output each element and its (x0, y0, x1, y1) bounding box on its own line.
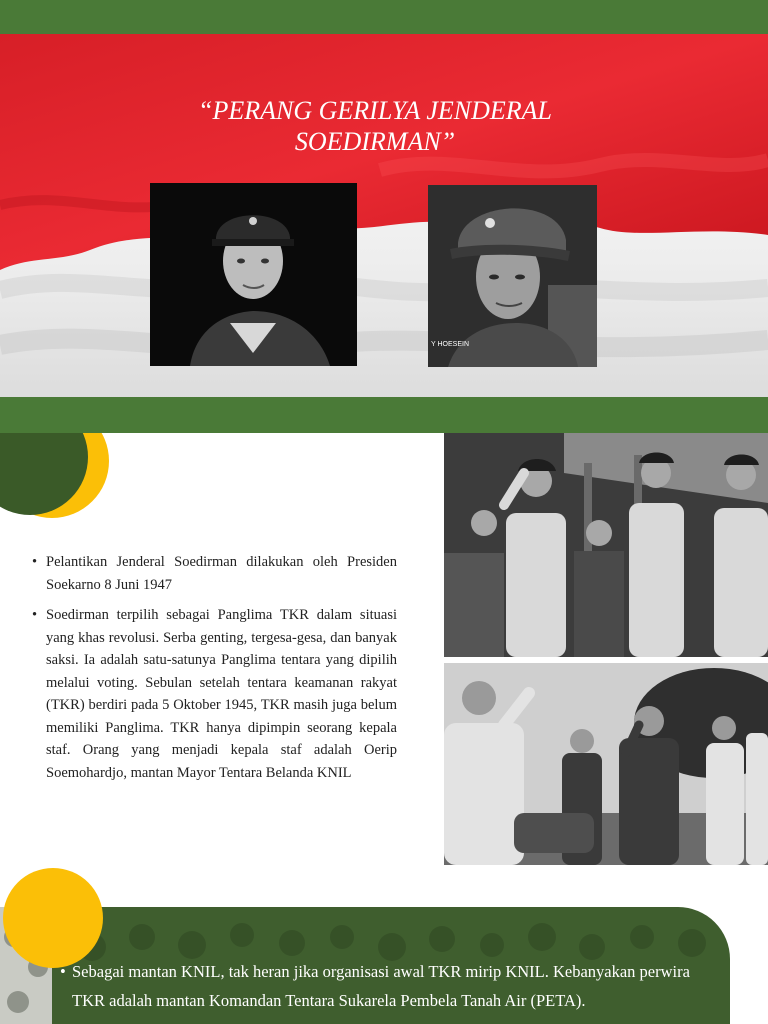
bullet-item: • Soedirman terpilih sebagai Panglima TKR dalam situasi yang khas revolusi. Serba genting, tergesa-gesa, dan banyak saksi. Ia adalah satu-satunya Panglima tentara yang dipilih melalui voting. Sebulan setelah tentara keamanan rakyat (TKR) berdiri pada 5 Oktober 1945, TKR masih juga belum memiliki Panglima. TKR hanya dipimpin seorang kepala staf. Orang yang menjadi kepala staf adalah Oerip Soemohardjo, mantan Mayor Tentara Belanda KNIL (32, 604, 397, 784)
portrait-photo-1 (150, 183, 357, 366)
slide-2 (0, 433, 768, 867)
bullet-item: • Sebagai mantan KNIL, tak heran jika organisasi awal TKR mirip KNIL. Kebanyakan perwira TKR adalah mantan Komandan Tentara Sukarela Pembela Tanah Air (PETA). (60, 957, 720, 1015)
bottom-green-bar (0, 397, 768, 433)
slide-1 (0, 0, 768, 433)
inauguration-photo-2 (444, 663, 768, 865)
photo-caption: Y HOESEIN (431, 341, 469, 348)
inauguration-photo-1 (444, 433, 768, 657)
slide-3 (0, 867, 768, 1024)
bullet-item: • Pelantikan Jenderal Soedirman dilakukan oleh Presiden Soekarno 8 Juni 1947 (32, 551, 397, 596)
portrait-photo-2 (428, 185, 597, 367)
decor-circles (0, 433, 120, 533)
bullet-list (60, 957, 720, 1015)
slide-title: “PERANG GERILYA JENDERAL SOEDIRMAN” (198, 96, 552, 156)
flag-wave-background (0, 0, 768, 433)
bullet-list (32, 551, 397, 792)
top-green-bar (0, 0, 768, 34)
decor-yellow-circle (2, 867, 104, 969)
